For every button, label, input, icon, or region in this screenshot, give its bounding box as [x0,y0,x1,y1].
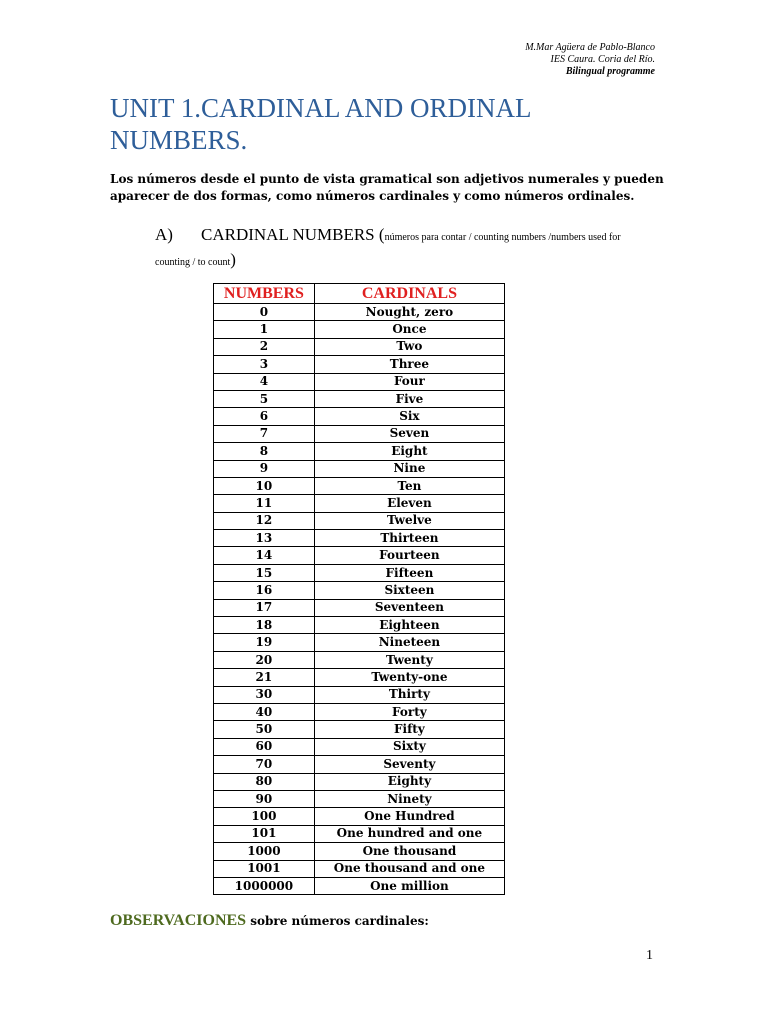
section-letter: A) [155,225,173,244]
page-title: UNIT 1.CARDINAL AND ORDINAL NUMBERS. [110,93,531,155]
page-number: 1 [646,948,653,963]
header-numbers: NUMBERS [214,284,315,304]
cardinal-cell: Eleven [314,495,504,512]
number-cell: 17 [214,599,315,616]
cardinal-cell: Fourteen [314,547,504,564]
table-row [214,808,505,825]
number-cell: 1000 [214,843,315,860]
table-row [214,460,505,477]
cardinal-cell: Eight [314,443,504,460]
table-row [214,686,505,703]
cardinal-numbers-table [213,283,505,895]
number-cell: 12 [214,512,315,529]
intro-paragraph: Los números desde el punto de vista gramatical son adjetivos numerales y pueden aparecer de dos formas, como números cardinales y como números ordinales. [110,172,664,203]
cardinal-cell: Twelve [314,512,504,529]
cardinal-cell: Once [314,321,504,338]
cardinal-cell: Eighty [314,773,504,790]
number-cell: 60 [214,738,315,755]
cardinal-cell: Sixty [314,738,504,755]
observations-heading [110,912,429,930]
table-body [214,304,505,895]
number-cell: 5 [214,390,315,407]
number-cell: 1001 [214,860,315,877]
table-row [214,530,505,547]
number-cell: 30 [214,686,315,703]
table-row [214,443,505,460]
table-row [214,338,505,355]
table-row [214,547,505,564]
number-cell: 10 [214,477,315,494]
number-cell: 21 [214,669,315,686]
cardinal-cell: Nine [314,460,504,477]
number-cell: 101 [214,825,315,842]
table-header-row [214,284,505,304]
table-row [214,617,505,634]
table-row [214,564,505,581]
table-row [214,790,505,807]
observations-label: OBSERVACIONES [110,912,247,929]
number-cell: 3 [214,356,315,373]
number-cell: 20 [214,651,315,668]
cardinal-cell: Nought, zero [314,304,504,321]
close-paren: ) [230,250,236,269]
table-row [214,512,505,529]
table-row [214,408,505,425]
table-row [214,356,505,373]
observations-text: sobre números cardinales: [246,914,429,928]
section-heading [155,224,655,274]
table-row [214,582,505,599]
header-cardinals: CARDINALS [314,284,504,304]
number-cell: 9 [214,460,315,477]
cardinal-cell: Thirty [314,686,504,703]
cardinal-cell: Twenty [314,651,504,668]
table-row [214,756,505,773]
cardinal-cell: Three [314,356,504,373]
number-cell: 80 [214,773,315,790]
cardinal-cell: Twenty-one [314,669,504,686]
table-row [214,843,505,860]
table-row [214,669,505,686]
cardinal-cell: Five [314,390,504,407]
table-row [214,495,505,512]
cardinal-cell: One million [314,877,504,894]
table-row [214,877,505,894]
number-cell: 16 [214,582,315,599]
number-cell: 40 [214,703,315,720]
number-cell: 18 [214,617,315,634]
number-cell: 8 [214,443,315,460]
school-name: IES Caura. Coria del Río. [550,54,655,65]
cardinal-cell: Nineteen [314,634,504,651]
cardinal-cell: Fifty [314,721,504,738]
number-cell: 11 [214,495,315,512]
section-note: números para contar / counting numbers /numbers used for counting / to count [155,232,621,268]
number-cell: 13 [214,530,315,547]
number-cell: 100 [214,808,315,825]
document-header [525,42,655,78]
cardinal-cell: Six [314,408,504,425]
table-row [214,321,505,338]
cardinal-cell: One Hundred [314,808,504,825]
cardinal-cell: One thousand [314,843,504,860]
programme-name: Bilingual programme [565,66,655,77]
cardinal-cell: Ten [314,477,504,494]
open-paren: ( [378,225,385,244]
table-row [214,373,505,390]
table-row [214,721,505,738]
cardinal-cell: Seventy [314,756,504,773]
table-row [214,703,505,720]
number-cell: 15 [214,564,315,581]
number-cell: 14 [214,547,315,564]
cardinal-cell: Forty [314,703,504,720]
number-cell: 6 [214,408,315,425]
table-row [214,425,505,442]
cardinal-cell: Sixteen [314,582,504,599]
cardinal-cell: One thousand and one [314,860,504,877]
number-cell: 70 [214,756,315,773]
cardinal-cell: Fifteen [314,564,504,581]
number-cell: 1000000 [214,877,315,894]
table-row [214,304,505,321]
cardinal-cell: Eighteen [314,617,504,634]
table-row [214,773,505,790]
section-title: CARDINAL NUMBERS [201,225,375,244]
table-row [214,738,505,755]
number-cell: 90 [214,790,315,807]
table-row [214,390,505,407]
table-row [214,599,505,616]
table-row [214,825,505,842]
number-cell: 4 [214,373,315,390]
table-row [214,477,505,494]
number-cell: 19 [214,634,315,651]
cardinal-cell: Four [314,373,504,390]
table-row [214,860,505,877]
author-name: M.Mar Agüera de Pablo-Blanco [525,42,655,53]
cardinal-cell: Thirteen [314,530,504,547]
table-row [214,651,505,668]
table-row [214,634,505,651]
cardinal-cell: One hundred and one [314,825,504,842]
number-cell: 2 [214,338,315,355]
number-cell: 0 [214,304,315,321]
cardinal-cell: Seventeen [314,599,504,616]
cardinal-cell: Seven [314,425,504,442]
number-cell: 1 [214,321,315,338]
cardinal-cell: Ninety [314,790,504,807]
cardinal-cell: Two [314,338,504,355]
number-cell: 7 [214,425,315,442]
number-cell: 50 [214,721,315,738]
